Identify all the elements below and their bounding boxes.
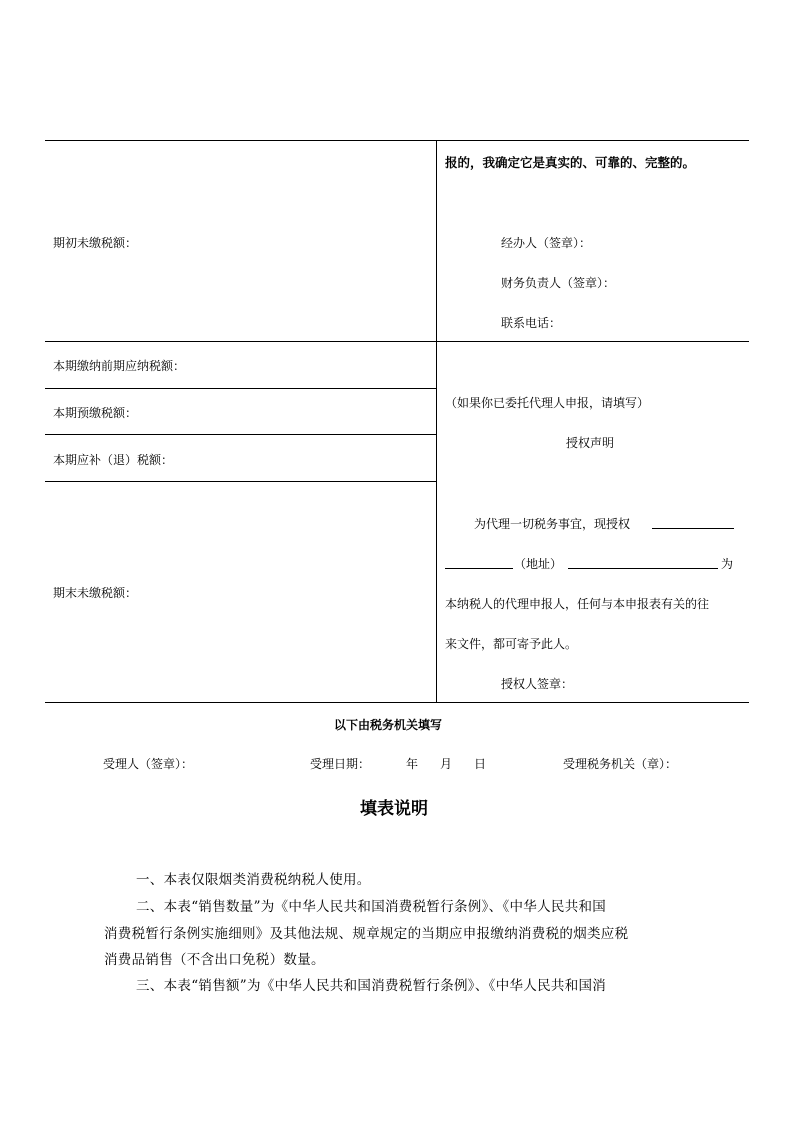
prepaid-label: 本期预缴税额：: [53, 406, 138, 420]
authorizer-signature-label: 授权人签章：: [501, 677, 574, 691]
authorization-line-3: 本纳税人的代理申报人，任何与本申报表有关的往: [445, 597, 710, 611]
date-month-label: 月: [440, 757, 453, 771]
tax-office-heading: 以下由税务机关填写: [334, 718, 443, 732]
address-blank[interactable]: [568, 568, 718, 569]
authorization-title: 授权声明: [566, 436, 615, 450]
paid-prior-label: 本期缴纳前期应纳税额：: [53, 359, 186, 373]
table-bottom-border: [45, 702, 749, 703]
table-row-divider: [45, 388, 436, 389]
authorization-line-1: 为代理一切税务事宜，现授权: [474, 517, 631, 531]
instruction-paragraph-2-line-3: 消费品销售（不含出口免税）数量。: [104, 952, 325, 968]
authorization-condition: （如果你已委托代理人申报，请填写）: [445, 396, 650, 410]
handler-signature-label: 经办人（签章）：: [501, 236, 592, 250]
table-row-divider: [45, 481, 436, 482]
declaration-statement: 报的，我确定它是真实的、可靠的、完整的。: [445, 155, 696, 170]
instruction-paragraph-1: 一、本表仅限烟类消费税纳税人使用。: [136, 872, 371, 888]
date-day-label: 日: [474, 757, 487, 771]
tax-authority-seal-label: 受理税务机关（章）：: [563, 757, 678, 771]
authorization-line-4: 来文件，都可寄予此人。: [445, 637, 578, 651]
table-top-border: [45, 140, 749, 141]
opening-unpaid-label: 期初未缴税额：: [53, 236, 138, 250]
agent-name-blank-2[interactable]: [445, 568, 513, 569]
instruction-paragraph-2-line-2: 消费税暂行条例实施细则》及其他法规、规章规定的当期应申报缴纳消费税的烟类应税: [104, 926, 629, 942]
agent-name-blank[interactable]: [652, 528, 734, 529]
address-label: （地址）: [514, 557, 563, 571]
receipt-date-label: 受理日期：: [310, 757, 371, 771]
table-row-divider: [45, 434, 436, 435]
phone-label: 联系电话：: [501, 316, 562, 330]
table-column-divider: [436, 140, 437, 702]
table-row-divider: [45, 341, 749, 342]
date-year-label: 年: [406, 757, 419, 771]
instructions-title: 填表说明: [360, 799, 428, 819]
receiver-signature-label: 受理人（签章）：: [103, 757, 194, 771]
instruction-paragraph-3-line-1: 三、本表“销售额”为《中华人民共和国消费税暂行条例》、《中华人民共和国消: [136, 978, 607, 994]
instruction-paragraph-2-line-1: 二、本表“销售数量”为《中华人民共和国消费税暂行条例》、《中华人民共和国: [136, 899, 607, 915]
closing-unpaid-label: 期末未缴税额：: [53, 586, 138, 600]
authorization-line-3-suffix: 为: [721, 557, 734, 571]
finance-head-signature-label: 财务负责人（签章）：: [501, 276, 616, 290]
supplement-refund-label: 本期应补（退）税额：: [53, 453, 174, 467]
